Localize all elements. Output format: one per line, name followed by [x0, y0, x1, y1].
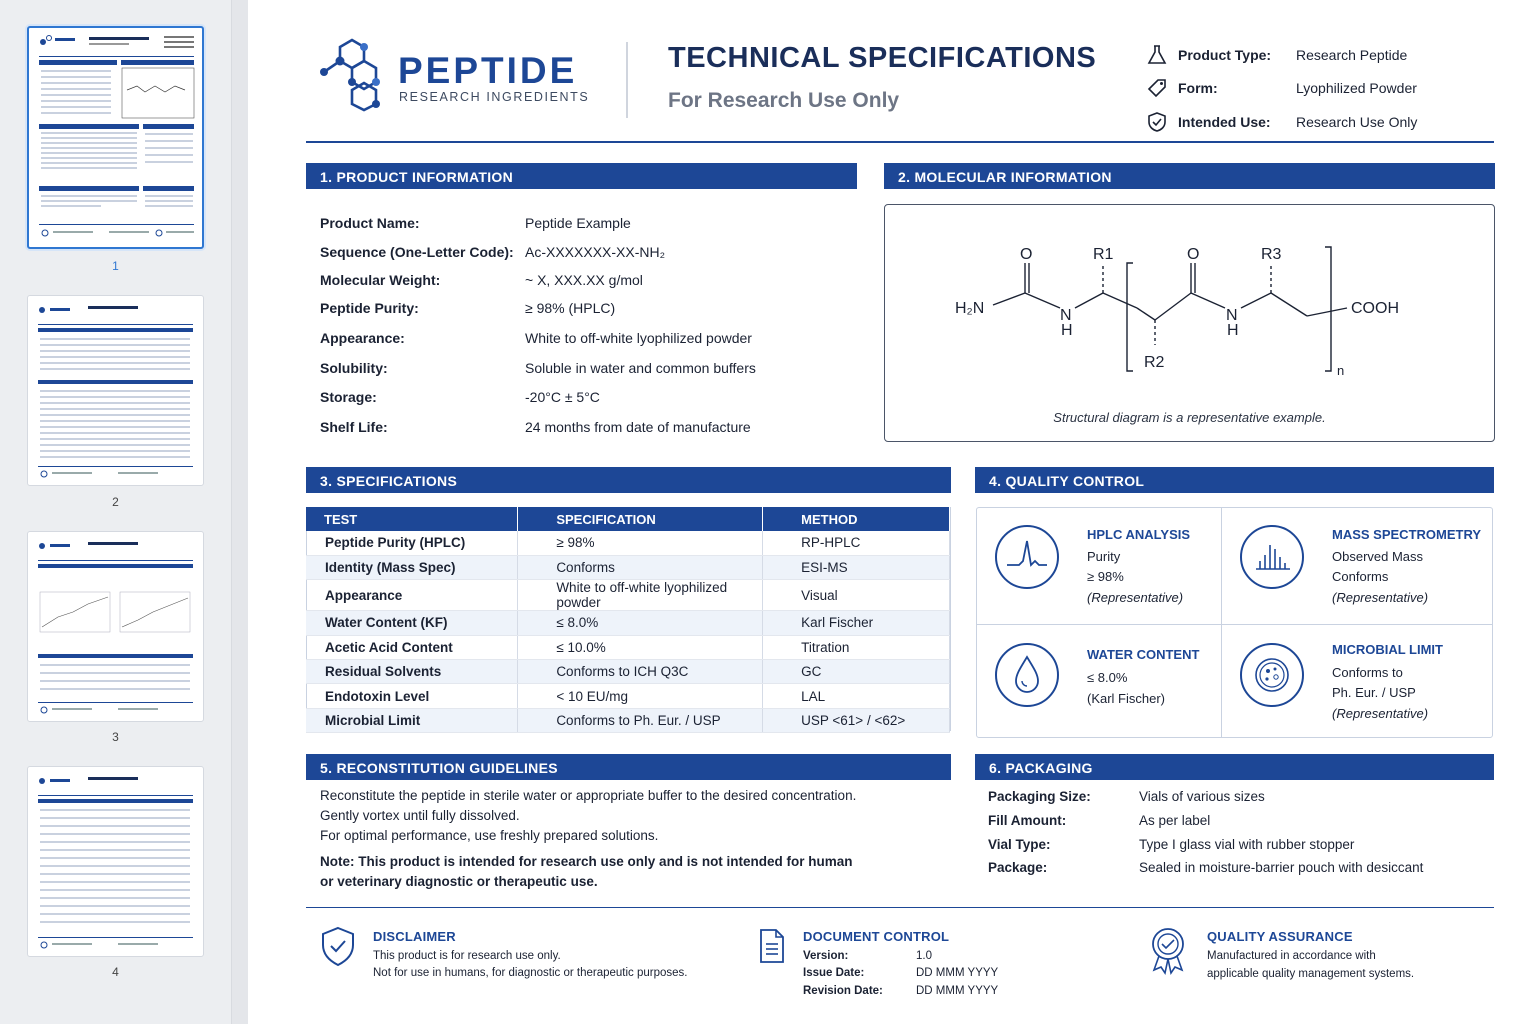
page-thumbnail-3[interactable]: [27, 531, 204, 722]
spec-test-cell: Endotoxin Level: [306, 684, 518, 708]
header-rule: [306, 141, 1494, 143]
reconstitution-note: Note: This product is intended for research use only and is not intended for human: [320, 854, 853, 869]
table-row: [306, 611, 950, 635]
spec-value-cell: ≥ 98%: [518, 531, 763, 555]
product-info-value: Soluble in water and common buffers: [525, 360, 756, 376]
qc-line: (Representative): [1087, 590, 1184, 605]
page-number-4: 4: [112, 965, 119, 979]
spec-test-cell: Residual Solvents: [306, 660, 518, 684]
table-row: [306, 684, 950, 708]
spec-test-cell: Identity (Mass Spec): [306, 555, 518, 579]
meta-label: Form:: [1178, 80, 1218, 96]
packaging-value: Vials of various sizes: [1139, 789, 1265, 804]
quality-assurance-title: QUALITY ASSURANCE: [1207, 929, 1353, 944]
packaging-value: Sealed in moisture-barrier pouch with desiccant: [1139, 860, 1424, 875]
document-control-value: 1.0: [916, 950, 932, 962]
qc-cell-water: [977, 625, 1232, 739]
reconstitution-note: or veterinary diagnostic or therapeutic use.: [320, 874, 598, 889]
quality-assurance-line: applicable quality management systems.: [1207, 968, 1415, 980]
qc-line: ≥ 98%: [1087, 569, 1124, 584]
product-info-label: Storage:: [320, 389, 377, 405]
qc-line: Purity: [1087, 549, 1121, 564]
document-page: [248, 0, 1536, 1024]
qc-line: (Representative): [1332, 590, 1429, 605]
packaging-value: As per label: [1139, 813, 1211, 828]
spec-value-cell: ≤ 8.0%: [518, 611, 763, 635]
brand-tagline: RESEARCH INGREDIENTS: [399, 90, 590, 104]
qc-title: MASS SPECTROMETRY: [1332, 527, 1482, 542]
footer-rule: [306, 907, 1494, 908]
water-drop-icon: [995, 643, 1059, 707]
qc-title: HPLC ANALYSIS: [1087, 527, 1191, 542]
spec-method-cell: GC: [763, 660, 950, 684]
page-number-2: 2: [112, 495, 119, 509]
spec-test-cell: Appearance: [306, 580, 518, 611]
qc-line: (Karl Fischer): [1087, 691, 1166, 706]
section-heading-product-info: 1. PRODUCT INFORMATION: [306, 163, 857, 189]
meta-label: Product Type:: [1178, 47, 1272, 63]
page-thumbnail-4[interactable]: [27, 766, 204, 957]
mass-spectrum-icon: [1240, 525, 1304, 589]
shield-check-icon: [1146, 111, 1168, 133]
section-heading-quality-control: 4. QUALITY CONTROL: [975, 467, 1494, 493]
qc-line: Conforms to: [1332, 665, 1403, 680]
structure-label-carboxyl: COOH: [1351, 300, 1399, 317]
structure-label-amine: H₂N: [955, 300, 985, 317]
structure-label-r1: R1: [1093, 246, 1114, 263]
packaging-label: Packaging Size:: [988, 789, 1091, 804]
table-row: [306, 660, 950, 684]
product-info-value: ~ X, XXX.XX g/mol: [525, 272, 643, 288]
product-info-label: Product Name:: [320, 215, 420, 231]
page-subtitle: For Research Use Only: [668, 89, 900, 112]
spec-value-cell: White to off-white lyophilized powder: [518, 580, 763, 611]
page-thumbnail-preview: [29, 28, 204, 249]
qc-cell-hplc: [977, 508, 1232, 622]
column-header-method: METHOD: [763, 507, 950, 531]
disclaimer-title: DISCLAIMER: [373, 929, 456, 944]
qc-line: (Representative): [1332, 706, 1429, 721]
document-control-title: DOCUMENT CONTROL: [803, 929, 950, 944]
product-info-value: White to off-white lyophilized powder: [525, 330, 752, 346]
structure-label-repeat: n: [1337, 363, 1345, 378]
meta-value: Research Use Only: [1296, 114, 1418, 130]
flask-icon: [1146, 44, 1168, 66]
structure-caption: Structural diagram is a representative example.: [1053, 410, 1326, 425]
spec-method-cell: ESI-MS: [763, 555, 950, 579]
structure-label-hydrogen: H: [1227, 322, 1239, 339]
qc-line: Conforms: [1332, 569, 1389, 584]
disclaimer-line: Not for use in humans, for diagnostic or therapeutic purposes.: [373, 967, 688, 979]
column-header-specification: SPECIFICATION: [518, 507, 763, 531]
qc-line: ≤ 8.0%: [1087, 670, 1128, 685]
meta-value: Research Peptide: [1296, 47, 1408, 63]
page-number-1: 1: [112, 259, 119, 273]
spec-test-cell: Water Content (KF): [306, 611, 518, 635]
structure-label-r3: R3: [1261, 246, 1282, 263]
product-info-value: Peptide Example: [525, 215, 631, 231]
structure-diagram-box: [884, 204, 1495, 442]
spec-value-cell: Conforms to ICH Q3C: [518, 660, 763, 684]
header-divider: [626, 42, 628, 118]
shield-check-icon: [320, 926, 356, 968]
structure-label-nitrogen: N: [1226, 307, 1238, 324]
section-heading-specifications: 3. SPECIFICATIONS: [306, 467, 951, 493]
page-thumbnail-2[interactable]: [27, 295, 204, 486]
table-row: [306, 708, 950, 732]
product-info-value: Ac-XXXXXXX-XX-NH₂: [525, 244, 666, 260]
spec-method-cell: Titration: [763, 635, 950, 659]
brand-name: PEPTIDE: [398, 50, 578, 91]
table-header-row: [306, 507, 950, 531]
meta-value: Lyophilized Powder: [1296, 80, 1417, 96]
qc-cell-microbial: [1222, 625, 1477, 739]
structure-label-hydrogen: H: [1061, 322, 1073, 339]
product-info-value: ≥ 98% (HPLC): [525, 300, 616, 316]
spec-value-cell: ≤ 10.0%: [518, 635, 763, 659]
product-info-value: -20°C ± 5°C: [525, 389, 600, 405]
peptide-structure-diagram: [885, 205, 1496, 405]
document-control-label: Version:: [803, 950, 849, 962]
table-row: [306, 555, 950, 579]
page-thumbnail-preview: [28, 296, 204, 486]
qc-cell-mass-spec: [1222, 508, 1482, 622]
structure-label-r2: R2: [1144, 354, 1165, 371]
spec-test-cell: Peptide Purity (HPLC): [306, 531, 518, 555]
page-thumbnail-preview: [28, 767, 204, 957]
spec-value-cell: Conforms to Ph. Eur. / USP: [518, 708, 763, 732]
document-control-label: Issue Date:: [803, 967, 865, 979]
spec-method-cell: USP <61> / <62>: [763, 708, 950, 732]
disclaimer-line: This product is for research use only.: [373, 950, 561, 962]
spec-test-cell: Acetic Acid Content: [306, 635, 518, 659]
reconstitution-line: Gently vortex until fully dissolved.: [320, 808, 520, 823]
packaging-label: Vial Type:: [988, 837, 1051, 852]
section-heading-molecular-info: 2. MOLECULAR INFORMATION: [884, 163, 1495, 189]
product-info-label: Shelf Life:: [320, 419, 388, 435]
document-control-label: Revision Date:: [803, 985, 883, 997]
spec-method-cell: Visual: [763, 580, 950, 611]
hplc-peak-icon: [995, 525, 1059, 589]
tag-icon: [1146, 77, 1168, 99]
reconstitution-line: Reconstitute the peptide in sterile water or appropriate buffer to the desired concentration.: [320, 788, 857, 803]
spec-test-cell: Microbial Limit: [306, 708, 518, 732]
table-row: [306, 531, 950, 555]
petri-dish-icon: [1240, 643, 1304, 707]
reconstitution-line: For optimal performance, use freshly prepared solutions.: [320, 828, 659, 843]
product-info-label: Peptide Purity:: [320, 300, 419, 316]
section-heading-reconstitution: 5. RECONSTITUTION GUIDELINES: [306, 754, 951, 780]
page-number-3: 3: [112, 730, 119, 744]
product-info-label: Appearance:: [320, 330, 405, 346]
spec-value-cell: Conforms: [518, 555, 763, 579]
section-heading-packaging: 6. PACKAGING: [975, 754, 1494, 780]
table-row: [306, 635, 950, 659]
packaging-value: Type I glass vial with rubber stopper: [1139, 837, 1355, 852]
packaging-label: Fill Amount:: [988, 813, 1067, 828]
column-header-test: TEST: [306, 507, 518, 531]
product-info-label: Molecular Weight:: [320, 272, 441, 288]
page-thumbnail-preview: [28, 532, 204, 722]
qc-line: Observed Mass: [1332, 549, 1424, 564]
sidebar-gutter: [232, 0, 248, 1024]
quality-control-grid: [976, 507, 1493, 738]
spec-method-cell: Karl Fischer: [763, 611, 950, 635]
structure-label-oxygen: O: [1020, 246, 1033, 263]
document-control-value: DD MMM YYYY: [916, 967, 999, 979]
document-icon: [758, 928, 786, 964]
specifications-table: [306, 507, 950, 733]
product-info-label: Solubility:: [320, 360, 388, 376]
product-info-value: 24 months from date of manufacture: [525, 419, 751, 435]
product-info-label: Sequence (One-Letter Code):: [320, 244, 514, 260]
award-badge-icon: [1148, 926, 1188, 976]
page-title: TECHNICAL SPECIFICATIONS: [668, 42, 1097, 74]
page-thumbnail-1[interactable]: [27, 26, 204, 249]
qc-title: MICROBIAL LIMIT: [1332, 642, 1443, 657]
qc-line: Ph. Eur. / USP: [1332, 685, 1416, 700]
spec-value-cell: < 10 EU/mg: [518, 684, 763, 708]
packaging-label: Package:: [988, 860, 1048, 875]
structure-label-nitrogen: N: [1060, 307, 1072, 324]
table-row: [306, 580, 950, 611]
peptide-logo-icon: [318, 34, 398, 114]
structure-label-oxygen: O: [1187, 246, 1200, 263]
quality-assurance-line: Manufactured in accordance with: [1207, 950, 1376, 962]
meta-label: Intended Use:: [1178, 114, 1271, 130]
spec-method-cell: LAL: [763, 684, 950, 708]
document-control-value: DD MMM YYYY: [916, 985, 999, 997]
qc-title: WATER CONTENT: [1087, 647, 1200, 662]
page-thumbnail-sidebar: [0, 0, 232, 1024]
spec-method-cell: RP-HPLC: [763, 531, 950, 555]
